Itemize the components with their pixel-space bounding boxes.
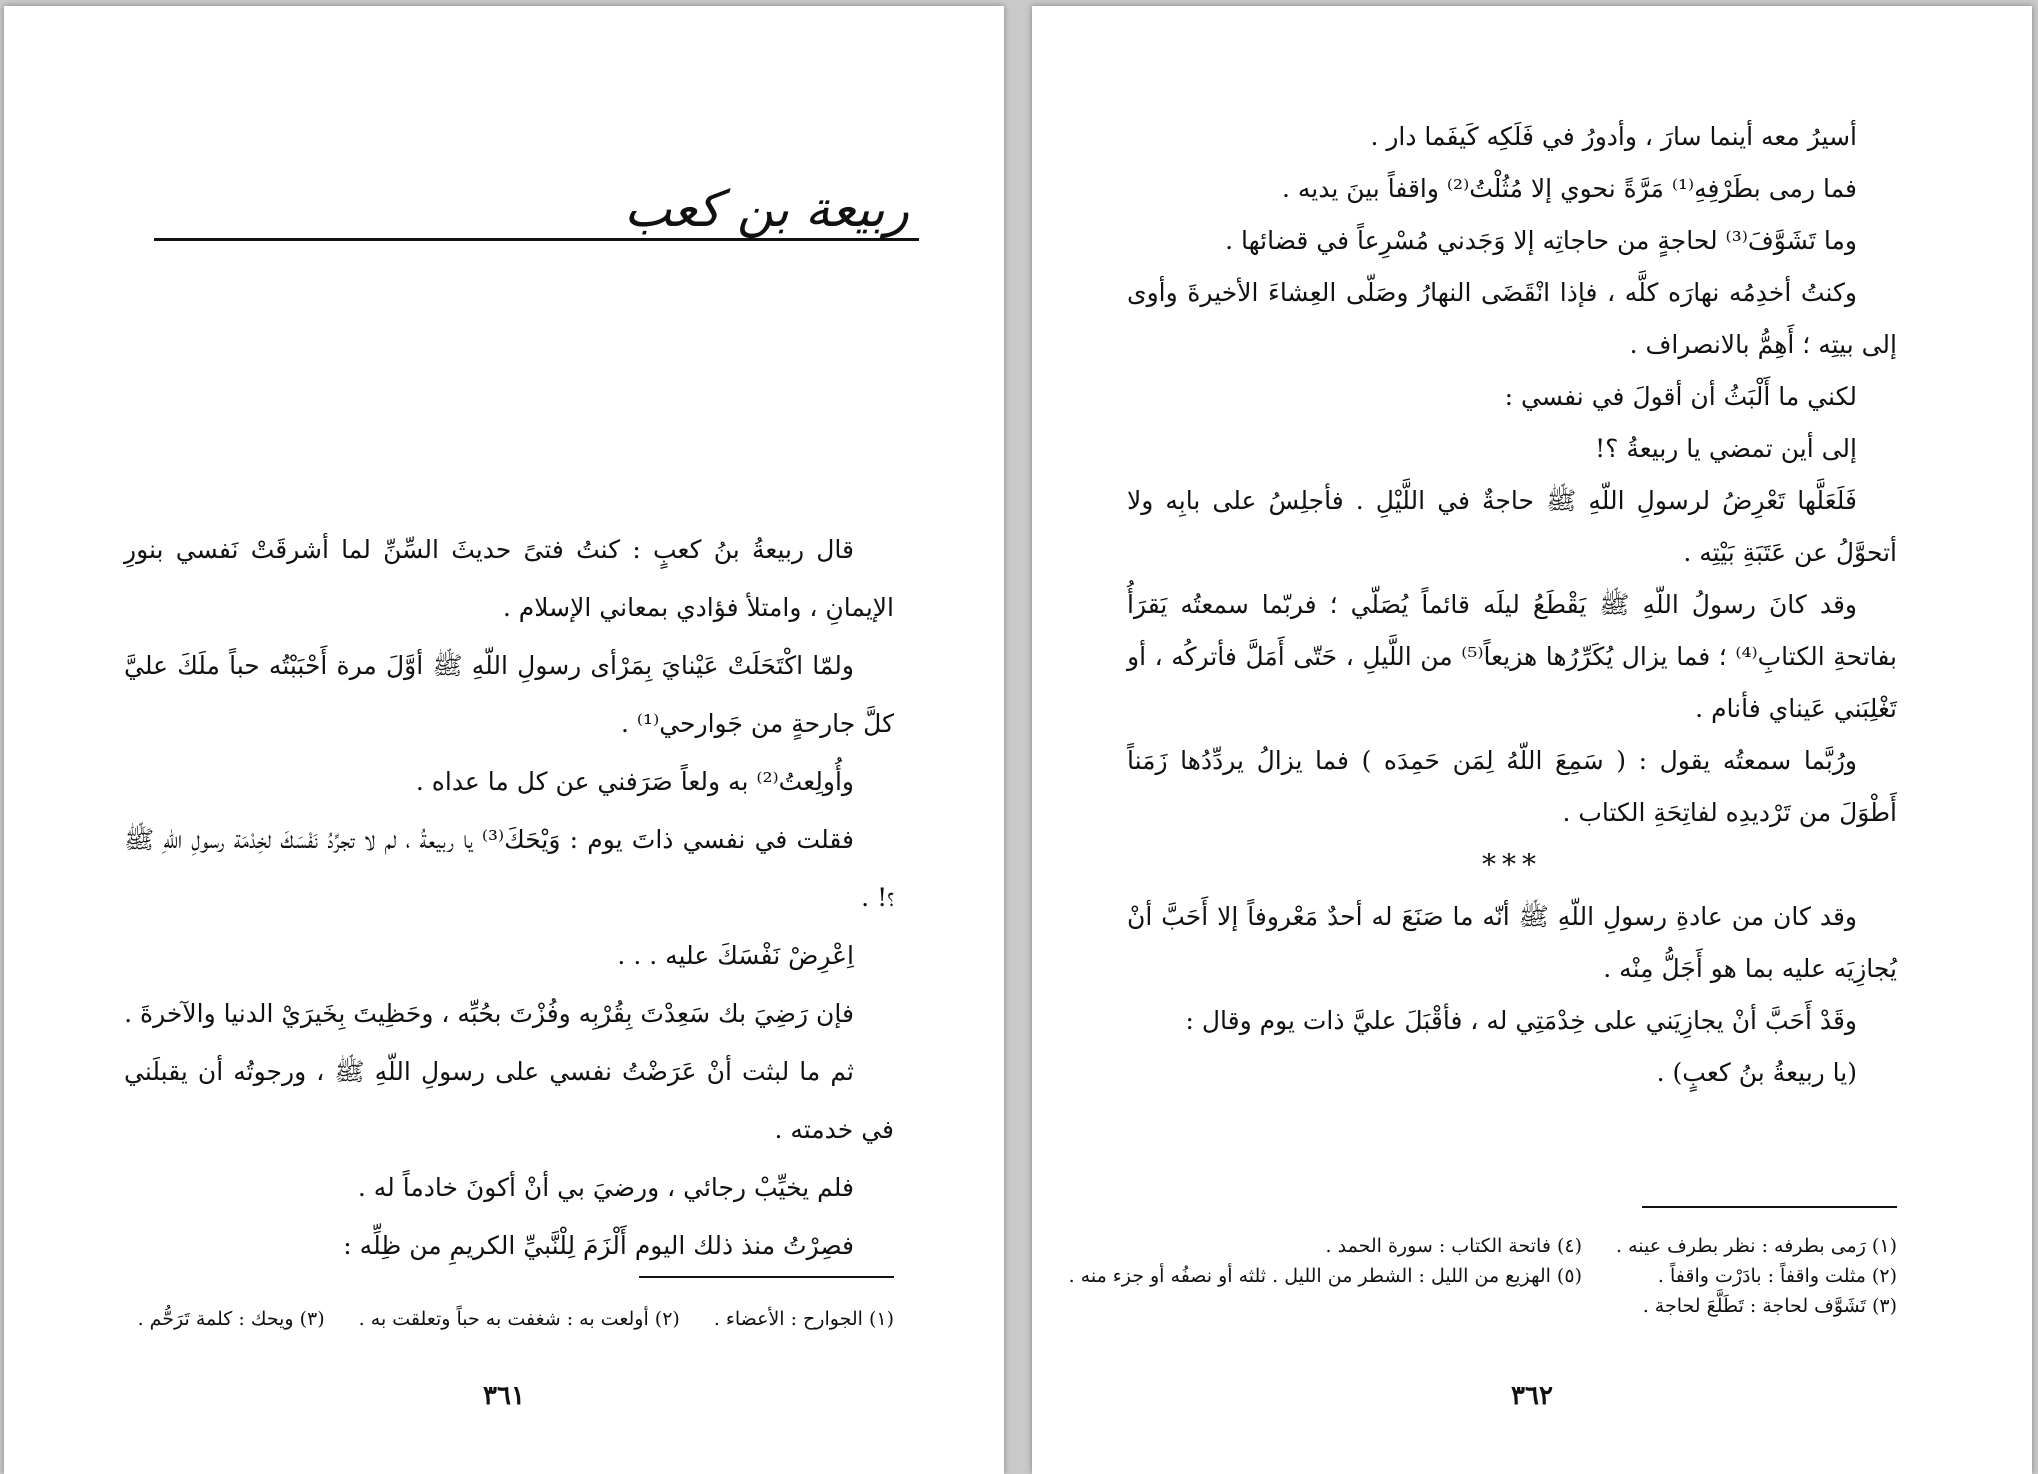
paragraph: وما تَشَوَّفَ⁽³⁾ لحاجةٍ من حاجاتِه إلا وَجَدني مُسْرِعاً في قضائها . [1225, 226, 1857, 255]
paragraph: فقلت في نفسي ذاتَ يوم : وَيْحَكَ⁽³⁾ يا ربيعةُ ، لم لا تجرِّدُ نَفْسَكَ لخِدْمَة رسولِ اللّهِ ﷺ ؟! . [124, 825, 894, 912]
paragraph: وكنتُ أخدِمُه نهارَه كلَّه ، فإذا انْقَضَى النهارُ وصَلّى العِشاءَ الأخيرةَ وأوى إلى بيتِه ؛ أَهِمُّ بالانصراف . [1127, 278, 1897, 359]
paragraph: فإن رَضِيَ بك سَعِدْتَ بِقُرْبِه وفُزْتَ بحُبِّه ، وحَظِيتَ بِخَيرَيْ الدنيا والآخرةَ . [124, 999, 854, 1028]
paragraph: وقَدْ أَحَبَّ أنْ يجازِيَني على خِدْمَتِي له ، فأقْبَلَ عليَّ ذات يوم وقال : [1185, 1006, 1857, 1035]
footnote-rule [1642, 1206, 1897, 1208]
paragraph: ولمّا اكْتَحَلَتْ عَيْنايَ بِمَرْأى رسولِ اللّهِ ﷺ أوَّلَ مرة أَحْبَبْتُه حباً ملَكَ عليَّ كلَّ جارحةٍ من جَوارحي⁽¹⁾ . [124, 651, 894, 738]
footnote: (٤) فاتحة الكتاب : سورة الحمد . [1325, 1235, 1582, 1257]
left-body-text [124, 521, 894, 1275]
footnote: (٢) مثلت واقفاً : بادَرْت واقفاً . [1657, 1265, 1897, 1287]
paragraph: أسيرُ معه أينما سارَ ، وأدورُ في فَلَكِه كَيفَما دار . [1370, 122, 1857, 151]
footnote: (١) رَمى بطرفه : نظر بطرف عينه . [1616, 1235, 1897, 1257]
footnote: (٢) أولعت به : شغفت به حباً وتعلقت به . [358, 1308, 680, 1330]
paragraph: ثم ما لبثت أنْ عَرَضْتُ نفسي على رسولِ اللّهِ ﷺ ، ورجوتُه أن يقبلَني في خدمته . [124, 1057, 894, 1144]
right-page [1032, 6, 2032, 1474]
page-number: ٣٦٢ [1511, 1381, 1553, 1411]
paragraph: وقد كانَ رسولُ اللّهِ ﷺ يَقْطَعُ ليلَه قائماً يُصَلّي ؛ فربّما سمعتُه يَقرَأُ بفاتحةِ الكتابِ⁽⁴⁾ ؛ فما يزال يُكَرِّرُها هزيعاً⁽⁵⁾ من اللَّيلِ ، حَتّى أَمَلَّ فأتركُه ، أو تَغْلِبَني عَيناي فأنام . [1127, 590, 1898, 723]
right-body-text [1127, 111, 1897, 1099]
left-footnotes [138, 1304, 894, 1334]
paragraph: إلى أين تمضي يا ربيعةُ ؟! [1595, 434, 1857, 463]
title-rule [154, 238, 919, 241]
section-separator: *** [1482, 848, 1542, 881]
paragraph: اِعْرِضْ نَفْسَكَ عليه . . . [617, 941, 854, 970]
paragraph: لكني ما أَلْبَثُ أن أقولَ في نفسي : [1504, 382, 1857, 411]
paragraph: وقد كان من عادةِ رسولِ اللّهِ ﷺ أنّه ما صَنَعَ له أحدٌ مَعْروفاً إلا أَحَبَّ أنْ يُجازِيَه عليه بما هو أَجَلُّ مِنْه . [1127, 902, 1897, 983]
footnote: (٣) تَشَوَّف لحاجة : تَطَلَّعَ لحاجة . [1642, 1295, 1897, 1317]
right-footnotes [1069, 1231, 1897, 1321]
left-page [4, 6, 1004, 1474]
footnote: (٣) ويحك : كلمة تَرَحُّم . [137, 1308, 325, 1330]
footnote-column [1616, 1231, 1897, 1321]
footnote: (٥) الهزيع من الليل : الشطر من الليل . ثلثه أو نصفُه أو جزء منه . [1068, 1265, 1582, 1287]
chapter-title: ربيعة بن كعب [624, 180, 909, 238]
footnote: (١) الجوارح : الأعضاء . [713, 1308, 894, 1330]
footnote-column [1069, 1231, 1582, 1321]
footnote-rule [639, 1276, 894, 1278]
paragraph: ورُبَّما سمعتُه يقول : ( سَمِعَ اللّهُ لِمَن حَمِدَه ) فما يزالُ يردِّدُها زَمَناً أَطْوَلَ من تَرْديدِه لفاتِحَةِ الكتاب . [1127, 746, 1897, 827]
paragraph: فصِرْتُ منذ ذلك اليوم أَلْزَمَ لِلْنَّبيِّ الكريمِ من ظِلِّه : [343, 1231, 854, 1260]
paragraph: وأُولِعتُ⁽²⁾ به ولعاً صَرَفني عن كل ما عداه . [415, 767, 854, 796]
paragraph: (يا ربيعةُ بنُ كعبٍ) . [1656, 1058, 1857, 1087]
paragraph: فلم يخيِّبْ رجائي ، ورضيَ بي أنْ أكونَ خادماً له . [357, 1173, 854, 1202]
paragraph: قال ربيعةُ بنُ كعبٍ : كنتُ فتىً حديثَ السِّنِّ لما أشرقَتْ نَفسي بنورِ الإيمانِ ، وامتلأ فؤادي بمعاني الإسلام . [124, 535, 894, 622]
page-number: ٣٦١ [483, 1381, 525, 1411]
paragraph: فما رمى بطَرْفِهِ⁽¹⁾ مَرَّةً نحوي إلا مُثُلْتُ⁽²⁾ واقفاً بينَ يديه . [1281, 174, 1857, 203]
paragraph: فَلَعَلَّها تَعْرِضُ لرسولِ اللّهِ ﷺ حاجةٌ في اللَّيْلِ . فأجلِسُ على بابِه ولا أتحوَّلُ عن عَتَبَةِ بَيْتِه . [1127, 486, 1897, 567]
